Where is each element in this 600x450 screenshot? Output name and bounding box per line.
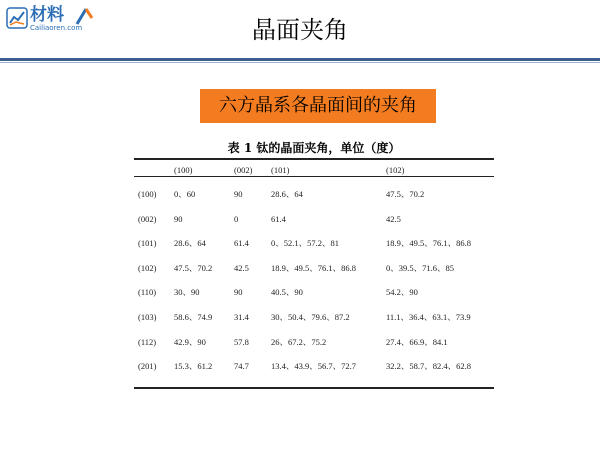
- table-caption: 表 1 钛的晶面夹角，单位（度）: [227, 141, 401, 155]
- table-cell: 61.4: [234, 238, 249, 248]
- table-cell: 28.6、64: [271, 189, 303, 199]
- table-header-rule: [134, 176, 494, 177]
- header-divider-thin: [0, 62, 600, 63]
- table-row-label: (100): [138, 189, 157, 199]
- table-cell: 57.8: [234, 337, 249, 347]
- header-divider: [0, 58, 600, 61]
- table-row-label: (110): [138, 287, 157, 297]
- table-cell: 58.6、74.9: [174, 312, 213, 322]
- table-cell: 30、50.4、79.6、87.2: [271, 312, 350, 322]
- table-header-cell: (100): [174, 165, 193, 175]
- section-badge: 六方晶系各晶面间的夹角: [200, 89, 436, 123]
- table-top-rule: [134, 158, 494, 160]
- table-cell: 32.2、58.7、82.4、62.8: [386, 361, 472, 371]
- table-cell: 31.4: [234, 312, 249, 322]
- table-cell: 26、67.2、75.2: [271, 337, 327, 347]
- table-row-label: (201): [138, 361, 157, 371]
- table-cell: 18.9、49.5、76.1、86.8: [386, 238, 472, 248]
- table-row-label: (103): [138, 312, 157, 322]
- table-cell: 40.5、90: [271, 287, 303, 297]
- table-cell: 90: [234, 287, 243, 297]
- table-cell: 0: [234, 214, 239, 224]
- logo-text: 材料: [30, 5, 64, 25]
- table-cell: 0、60: [174, 189, 196, 199]
- table-cell: 90: [174, 214, 183, 224]
- table-cell: 74.7: [234, 361, 249, 371]
- table-cell: 42.5: [386, 214, 401, 224]
- table-cell: 11.1、36.4、63.1、73.9: [386, 312, 471, 322]
- table-cell: 0、52.1、57.2、81: [271, 238, 340, 248]
- table-bottom-rule: [134, 387, 494, 389]
- table-row-label: (112): [138, 337, 157, 347]
- table-cell: 90: [234, 189, 243, 199]
- table-cell: 42.5: [234, 263, 249, 273]
- table-cell: 30、90: [174, 287, 200, 297]
- table-cell: 13.4、43.9、56.7、72.7: [271, 361, 357, 371]
- angle-table: [130, 135, 498, 390]
- table-cell: 54.2、90: [386, 287, 418, 297]
- table-cell: 61.4: [271, 214, 286, 224]
- table-cell: 27.4、66.9、84.1: [386, 337, 448, 347]
- table-row-label: (002): [138, 214, 157, 224]
- logo-subtext: Cailiaoren.com: [30, 24, 83, 32]
- table-header-cell: (101): [271, 165, 290, 175]
- table-row-label: (101): [138, 238, 157, 248]
- table-cell: 42.9、90: [174, 337, 206, 347]
- table-cell: 47.5、70.2: [174, 263, 213, 273]
- page-title: 晶面夹角: [252, 16, 348, 44]
- table-header-cell: (102): [386, 165, 405, 175]
- table-header-cell: (002): [234, 165, 253, 175]
- table-row-label: (102): [138, 263, 157, 273]
- table-cell: 47.5、70.2: [386, 189, 425, 199]
- table-cell: 28.6、64: [174, 238, 206, 248]
- table-cell: 15.3、61.2: [174, 361, 213, 371]
- table-cell: 0、39.5、71.6、85: [386, 263, 455, 273]
- table-cell: 18.9、49.5、76.1、86.8: [271, 263, 357, 273]
